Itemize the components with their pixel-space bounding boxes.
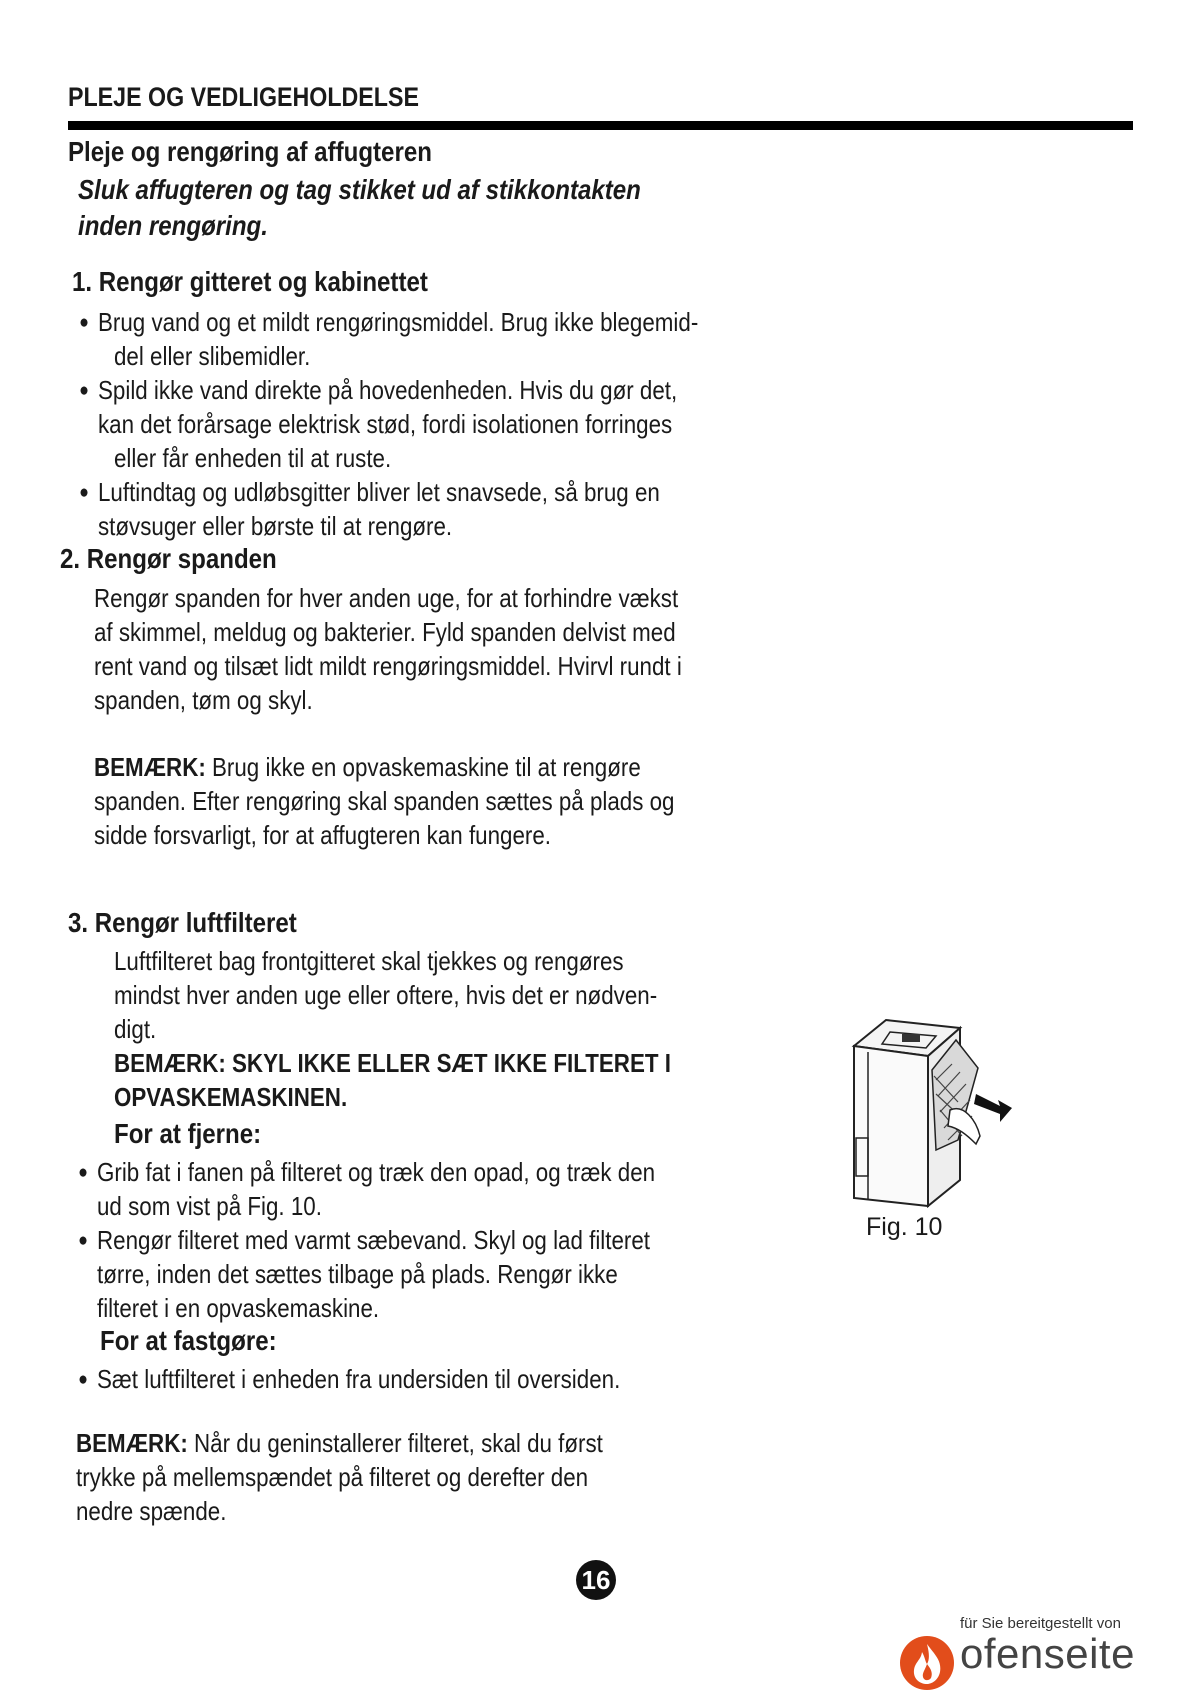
s2-note-line-2: spanden. Efter rengøring skal spanden sættes på plads og <box>94 786 675 816</box>
section-1-heading: 1. Rengør gitteret og kabinettet <box>72 266 428 297</box>
warning-line-1: Sluk affugteren og tag stikket ud af stikkontakten <box>78 174 641 205</box>
s2-paragraph-line-2: af skimmel, meldug og bakterier. Fyld spanden delvist med <box>94 617 676 647</box>
flame-logo-icon <box>898 1634 956 1692</box>
s3-remove-bullet-1-line-1: ● Grib fat i fanen på filteret og træk den opad, og træk den <box>97 1157 655 1188</box>
page-number: 16 <box>576 1560 616 1600</box>
section-2-heading: 2. Rengør spanden <box>60 543 277 574</box>
brand-name: ofenseite <box>960 1630 1135 1677</box>
s3-remove-bullet-2-line-1: ● Rengør filteret med varmt sæbevand. Skyl og lad filteret <box>97 1225 650 1256</box>
s2-note-line-1 <box>94 752 641 783</box>
s3-note-line-2: trykke på mellemspændet på filteret og derefter den <box>76 1462 589 1492</box>
s3-note-label: BEMÆRK: <box>76 1428 188 1458</box>
s2-note-label: BEMÆRK: <box>94 752 206 782</box>
s1-bullet-2-line-1: ● Spild ikke vand direkte på hovedenheden. Hvis du gør det, <box>98 375 677 406</box>
s2-paragraph-line-4: spanden, tøm og skyl. <box>94 685 313 715</box>
s1-bullet-3-line-2: støvsuger eller børste til at rengøre. <box>98 511 453 541</box>
s1-bullet-2-line-2: kan det forårsage elektrisk stød, fordi isolationen forringes <box>98 409 673 439</box>
figure-dehumidifier <box>840 1010 1030 1210</box>
s1-bullet-1-line-2: del eller slibemidler. <box>114 341 311 371</box>
s2-paragraph-line-3: rent vand og tilsæt lidt mildt rengøringsmiddel. Hvirvl rundt i <box>94 651 682 681</box>
page-title: Pleje og rengøring af affugteren <box>68 136 432 167</box>
section-label: PLEJE OG VEDLIGEHOLDELSE <box>68 82 419 112</box>
s3-remove-bullet-2-line-3: filteret i en opvaskemaskine. <box>97 1293 380 1323</box>
section-3-heading: 3. Rengør luftfilteret <box>68 907 297 938</box>
warning-line-2: inden rengøring. <box>78 210 268 241</box>
s1-bullet-2-line-3: eller får enheden til at ruste. <box>114 443 392 473</box>
figure-caption: Fig. 10 <box>866 1213 943 1241</box>
s3-remove-bullet-1-line-2: ud som vist på Fig. 10. <box>97 1191 322 1221</box>
header-rule <box>68 121 1133 130</box>
s3-paragraph-line-1: Luftfilteret bag frontgitteret skal tjekkes og rengøres <box>114 946 624 976</box>
s3-attach-bullet-1: ● Sæt luftfilteret i enheden fra undersiden til oversiden. <box>97 1364 620 1395</box>
s3-note-line-1 <box>76 1428 603 1459</box>
s3-warning-line-1: BEMÆRK: SKYL IKKE ELLER SÆT IKKE FILTERET I <box>114 1048 671 1078</box>
s2-paragraph-line-1: Rengør spanden for hver anden uge, for at forhindre vækst <box>94 583 679 613</box>
attach-heading: For at fastgøre: <box>100 1325 277 1356</box>
s3-note-line-3: nedre spænde. <box>76 1496 227 1526</box>
s3-paragraph-line-2: mindst hver anden uge eller oftere, hvis det er nødven- <box>114 980 658 1010</box>
s3-note-text: Når du geninstallerer filteret, skal du først <box>187 1428 603 1458</box>
s2-note-line-3: sidde forsvarligt, for at affugteren kan fungere. <box>94 820 551 850</box>
s2-note-text: Brug ikke en opvaskemaskine til at rengøre <box>205 752 641 782</box>
s3-paragraph-line-3: digt. <box>114 1014 157 1044</box>
s3-remove-bullet-2-line-2: tørre, inden det sættes tilbage på plads. Rengør ikke <box>97 1259 618 1289</box>
remove-heading: For at fjerne: <box>114 1118 262 1149</box>
dehumidifier-illustration <box>840 1010 1030 1210</box>
brand-tagline: für Sie bereitgestellt von <box>960 1615 1121 1632</box>
s1-bullet-1-line-1: ● Brug vand og et mildt rengøringsmiddel. Brug ikke blegemid- <box>98 307 698 338</box>
s1-bullet-3-line-1: ● Luftindtag og udløbsgitter bliver let snavsede, så brug en <box>98 477 660 508</box>
s3-warning-line-2: OPVASKEMASKINEN. <box>114 1082 348 1112</box>
